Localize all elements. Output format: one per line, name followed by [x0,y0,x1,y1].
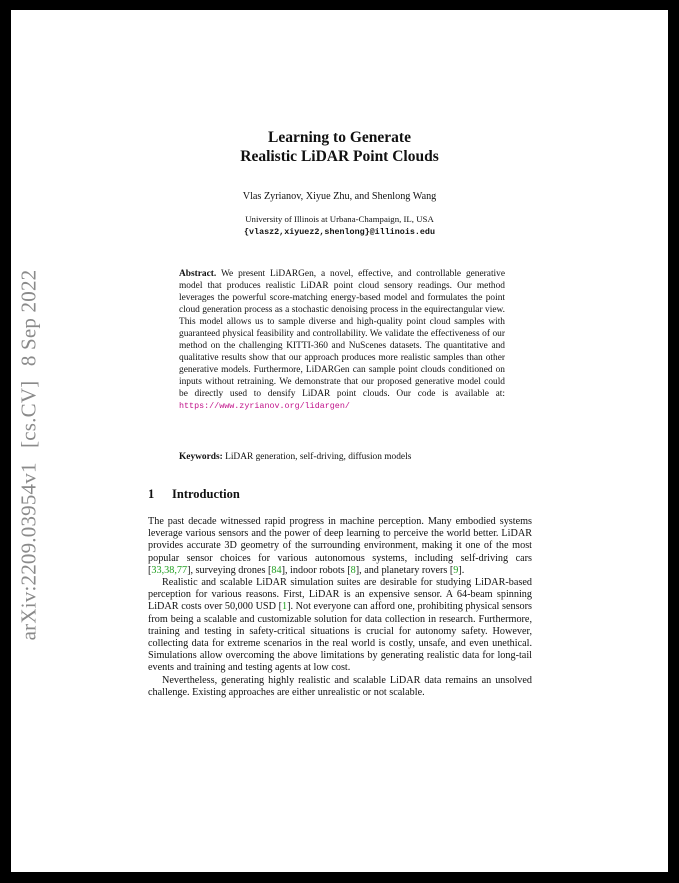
citation-link[interactable]: 33,38,77 [151,564,188,576]
abstract [179,268,505,412]
paragraph-3: Nevertheless, generating highly realistic and scalable LiDAR data remains an unsolved challenge. Existing approaches are either unrealistic or not scalable. [148,674,532,698]
citation-link[interactable]: 84 [271,564,282,576]
arxiv-category: [cs.CV] [16,380,41,448]
arxiv-date: 8 Sep 2022 [16,269,41,367]
citation-link[interactable]: 9 [453,564,459,576]
keywords [179,452,509,462]
section-heading [148,487,240,502]
arxiv-id[interactable]: arXiv:2209.03954v1 [16,462,41,641]
paragraph-1: The past decade witnessed rapid progress in machine perception. Many embodied systems leverage various sensors and the power of deep learning to perceive the world better. LiDAR provides accurate 3D geometry of the surrounding environment, making it one of the most popular sensor choices for various autonomous systems, including self-driving cars [33,38,77], surveying drones [84], indoor robots [8], and planetary rovers [9]. [148,516,532,576]
citation-link[interactable]: 1 [281,601,288,613]
citation-link[interactable]: 8 [350,564,356,576]
authors: Vlas Zyrianov, Xiyue Zhu, and Shenlong Wang [242,191,437,202]
email[interactable]: {vlasz2,xiyuez2,shenlong}@illinois.edu [244,227,435,237]
paper-title [11,128,668,166]
code-link[interactable]: https://www.zyrianov.org/lidargen/ [179,401,350,411]
keywords-label: Keywords: [179,452,223,462]
section-title: Introduction [172,487,240,501]
keywords-text: LiDAR generation, self-driving, diffusion models [225,452,412,462]
abstract-text: We present LiDARGen, a novel, effective, and controllable generative model that produces realistic LiDAR point cloud sensory readings. Our method leverages the powerful score-matching energy-based model and formulates the point cloud generation process as a stochastic denoising process in the equirectangular view. This model allows us to sample diverse and high-quality point cloud samples with guaranteed physical feasibility and controllability. We validate the effectiveness of our method on the challenging KITTI-360 and NuScenes datasets. The quantitative and qualitative results show that our approach produces more realistic samples than other generative models. Furthermore, LiDARGen can sample point clouds conditioned on inputs without retraining. We demonstrate that our proposed generative model could be directly used to densify LiDAR point clouds. Our code is available at: [179,269,505,399]
arxiv-sidebar [17,251,42,651]
paper-page [11,10,668,872]
paragraph-2: Realistic and scalable LiDAR simulation suites are desirable for studying LiDAR-based perception for various reasons. First, LiDAR is an expensive sensor. A 64-beam spinning LiDAR costs over 50,000 USD [1]. Not everyone can afford one, prohibiting physical sensors from being a scalable and customizable solution for data collection in research. Furthermore, training and testing in safety-critical situations is crucial for autonomy safety. However, collecting data for extreme scenarios in the real world is costly, unsafe, and even unethical. Simulations allow overcoming the above limitations by generating realistic data for long-tail events and training and testing agents at low cost. [148,577,532,674]
body-text [148,516,532,699]
title-line-1: Learning to Generate [268,129,411,146]
abstract-label: Abstract. [179,269,217,279]
section-number: 1 [148,487,155,501]
affiliation: University of Illinois at Urbana-Champaign, IL, USA [245,214,434,224]
title-line-2: Realistic LiDAR Point Clouds [240,148,439,165]
